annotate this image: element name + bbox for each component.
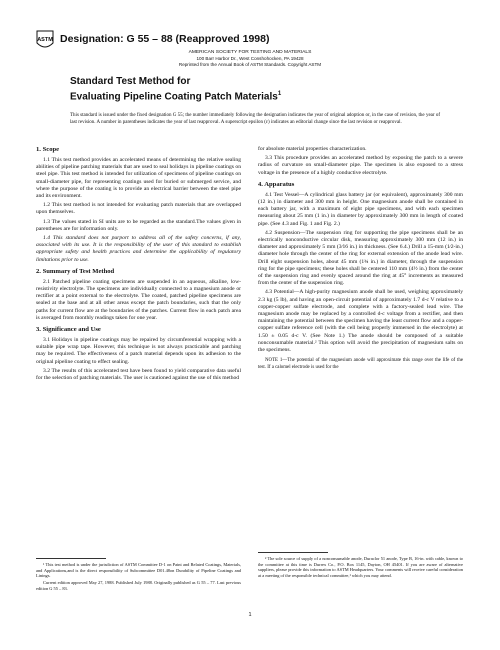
left-footnotes — [36, 562, 241, 593]
title-footnote-mark: 1 — [277, 91, 282, 97]
paragraph: 1.2 This test method is not intended for evaluating patch materials that are overlapped upon themselves. — [36, 202, 241, 216]
paragraph: for absolute material properties characterization. — [258, 146, 367, 152]
section-heading: 1. Scope — [36, 146, 60, 153]
footnote-1-edition: Current edition approved May 27, 1988. Published July 1988. Originally published as G 55 – 77. Last previous edition G 55 – 83. — [36, 580, 241, 591]
note-1: NOTE 1—The potential of the magnesium anode will approximate this range over the life of the test. If a calomel electrode is used for the — [258, 358, 463, 370]
section-heading: 2. Summary of Test Method — [36, 267, 115, 275]
paragraph: 2.1 Patched pipeline coating specimens are suspended in an aqueous, alkaline, low-resistivity electrolyte. The specimens are individually connected to a magnesium anode or rectifier at a point external to the electrolyte. The coated, patched pipeline specimens are sealed at the base and at all other areas except the patch boundaries, such that the only paths for current flow are at the boundaries of the patches. Current flow in each patch area is averaged from monthly readings taken for one year. — [36, 278, 241, 321]
title-line-2: Evaluating Pipeline Coating Patch Materials — [70, 91, 278, 103]
paragraph: 3.1 Holidays in pipeline coatings may be repaired by circumferential wrapping with a suitable pipe wrap tape. However, this technique is not always practicable and patching may be required. The effectiveness of a patch material depends upon its adhesion to the original pipeline coating to effect sealing. — [36, 337, 241, 365]
issuance-notice: This standard is issued under the fixed designation G 55; the number immediately following the designation indicates the year of original adoption or, in the case of revision, the year of last revision. A number in parentheses indicates the year of last reapproval. A superscript epsilon (ε) indicates an editorial change since the last revision or reapproval. — [70, 113, 440, 125]
paragraph: 1.1 This test method provides an accelerated means of determining the relative sealing abilities of pipeline patching materials that are used to seal holidays in pipeline coatings on steel pipe. This test method is intended for utilization of specimens of pipeline coatings on small-diameter pipe, for representing coatings used for buried or submerged service, and where the purpose of the coating is to provide an electrical barrier between the steel pipe and its environment. — [36, 157, 241, 200]
publisher-line: Reprinted from the Annual Book of ASTM Standards. Copyright ASTM — [178, 62, 322, 67]
paragraph: 1.3 The values stated in SI units are to be regarded as the standard.The values given in parentheses are for information only. — [36, 218, 241, 232]
publisher-line: AMERICAN SOCIETY FOR TESTING AND MATERIALS — [188, 50, 312, 55]
footnote-1: ¹ This test method is under the jurisdiction of ASTM Committee D-1 on Paint and Related Coatings, Materials, and Applications,and is the direct responsibility of Subcommittee D01.48on Durability of Pipeline Coatings and Linings. — [36, 562, 241, 579]
right-column — [258, 146, 463, 373]
designation: Designation: G 55 – 88 (Reapproved 1998) — [60, 33, 270, 45]
paragraph: 4.1 Test Vessel—A cylindrical glass battery jar (or equivalent), approximately 300 mm (12 in.) in diameter and 300 mm in height. One magnesium anode shall be contained in each battery jar, with a maximum of eight pipe specimens, and with each specimen measuring about 25 mm (1 in.) in diameter by approximately 300 mm in length of coated pipe. (See 4.3 and Fig. 1 and Fig. 2.) — [258, 191, 463, 227]
publisher-line: 100 Barr Harbor Dr., West Conshohocken, PA 19428 — [196, 56, 304, 61]
footnote-2: ² The sole source of supply of a nonconsumable anode, Duraclor 51 anode, Type B, 16-in. with cable, known to the committee at this time is Durrex Co., P.O. Box 1145, Dayton, OH 45401. If you are aware of alternative suppliers, please provide this information to ASTM Headquarters. Your comments will receive careful consideration at a meeting of the responsible technical committee,¹ which you may attend. — [258, 556, 463, 579]
svg-text:ASTM: ASTM — [37, 37, 53, 43]
paragraph: 3.2 The results of this accelerated test have been found to yield comparative data useful for the selection of patching materials. The user is cautioned against the use of this method — [36, 367, 241, 382]
page-number: 1 — [248, 612, 252, 618]
paragraph: 3.3 This procedure provides an accelerated method by exposing the patch to a severe radius of curvature on small-diameter pipe. The specimen is also exposed to a stress voltage in the presence of a highly conductive electrolyte. — [258, 155, 463, 176]
paragraph: 4.3 Potential—A high-purity magnesium anode shall be used, weighing approximately 2.3 kg (5 lb), and having an open-circuit potential of approximately 1.7 d-c V relative to a copper-copper sulfate electrode, and complete with a factory-sealed lead wire. The magnesium anode may be replaced by a controlled d-c voltage from a rectifier, and then maintaining the potential between the specimen having the least current flow and a copper-copper sulfate reference cell (with the cell being properly immersed in the electrolyte) at 1.50 ± 0.05 d-c V. (See Note 1.) The anode should be composed of a suitable nonconsumable material.² This option will avoid the precipitation of magnesium salts on the specimens. — [258, 289, 463, 354]
section-heading: 3. Significance and Use — [36, 326, 101, 334]
document-title — [70, 76, 281, 103]
paragraph: 1.4 This standard does not purport to address all of the safety concerns, if any, associated with its use. It is the responsibility of the user of this standard to establish appropriate safety and health practices and determine the applicability of regulatory limitations prior to use. — [36, 235, 241, 263]
astm-logo-icon — [36, 30, 54, 52]
footnote-rule — [36, 558, 106, 559]
right-footnotes — [258, 556, 463, 580]
section-heading: 4. Apparatus — [258, 180, 295, 188]
publisher-info — [0, 50, 500, 68]
left-column — [36, 146, 241, 384]
paragraph: 4.2 Suspension—The suspension ring for supporting the pipe specimens shall be an electrically nonconductive circular disk, measuring approximately 300 mm (12 in.) in diameter and approximately 5 mm (3⁄16 in.) in thickness. (See 6.4.) Drill a 15-mm (1⁄2-in.) diameter hole through the center of the ring for external extension of the anode lead wire. Drill eight suspension holes, about 45 mm (1¾ in.) in diameter, through the suspension ring for the pipe specimens; these holes shall be centered 110 mm (4½ in.) from the center of the suspension ring and evenly spaced around the ring at 45° increments as measured from the center of the suspension ring. — [258, 229, 463, 287]
footnote-rule — [258, 552, 328, 553]
title-line-1: Standard Test Method for — [70, 76, 191, 87]
